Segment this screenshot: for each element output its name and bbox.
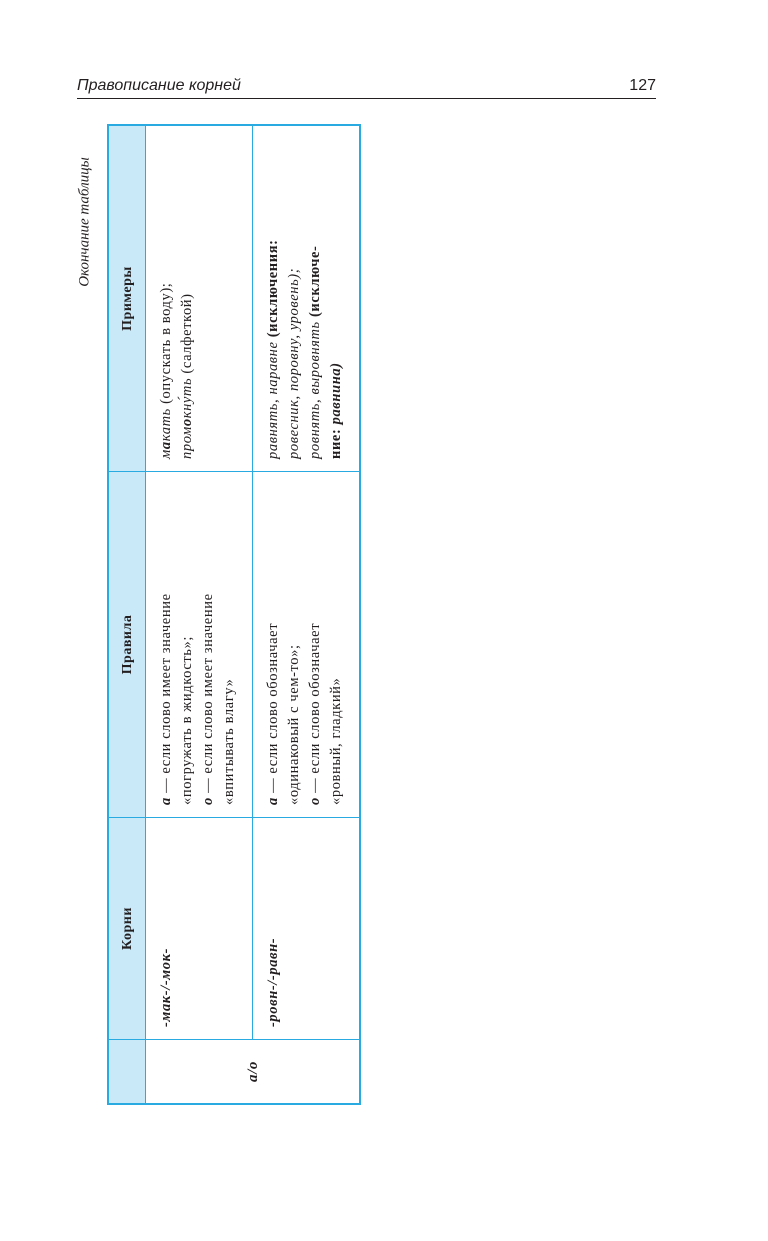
rule-text: — если слово имеет значение xyxy=(200,593,216,798)
root-cell: -мак-/-мок- xyxy=(146,817,253,1039)
rule-cell xyxy=(253,471,360,817)
example-word-vowel: а xyxy=(158,441,174,450)
example-words: равнять, наравне xyxy=(265,341,281,459)
example-word-part: кну́ть xyxy=(179,377,195,419)
example-word-part: кать xyxy=(158,408,174,442)
spelling-table xyxy=(107,124,361,1105)
exception-word: равнина) xyxy=(328,362,344,425)
page-number: 127 xyxy=(629,77,656,94)
running-title: Правописание корней xyxy=(77,77,241,94)
example-note: (опускать в воду); xyxy=(158,282,174,409)
examples-cell xyxy=(253,126,360,471)
root-cell: -ровн-/-равн- xyxy=(253,817,360,1039)
rule-meaning: «ровный, гладкий» xyxy=(328,677,344,805)
rule-meaning: «впитывать влагу» xyxy=(221,678,237,805)
exceptions-label: ние: xyxy=(328,424,344,459)
rule-letter: о xyxy=(200,797,216,805)
header-rules: Правила xyxy=(109,471,146,817)
header-letters xyxy=(109,1039,146,1103)
rule-meaning: «одинаковый с чем-то»; xyxy=(286,644,302,805)
example-note: (салфеткой) xyxy=(179,293,195,378)
exceptions-label: (исключения: xyxy=(265,239,281,342)
rotated-table-wrapper xyxy=(107,124,361,1105)
examples-cell xyxy=(146,126,253,471)
table-caption: Окончание таблицы xyxy=(76,157,93,287)
rule-text: — если слово обозначает xyxy=(307,622,323,798)
example-word-vowel: о xyxy=(179,418,195,427)
rule-text: — если слово имеет значение xyxy=(158,593,174,798)
header-examples: Примеры xyxy=(109,126,146,471)
page-header xyxy=(77,76,656,99)
letters-cell: а/о xyxy=(146,1039,360,1103)
rule-letter: а xyxy=(265,797,281,805)
example-word-part: пром xyxy=(179,426,195,459)
rule-meaning: «погружать в жидкость»; xyxy=(179,636,195,805)
rule-cell xyxy=(146,471,253,817)
rule-text: — если слово обозначает xyxy=(265,622,281,798)
rule-letter: о xyxy=(307,797,323,805)
exceptions-label: (исключе- xyxy=(307,245,323,322)
rule-letter: а xyxy=(158,797,174,805)
example-words: ровнять, выровнять xyxy=(307,321,323,459)
example-words: ровесник, поровну, уровень); xyxy=(286,267,302,459)
example-word-part: м xyxy=(158,449,174,459)
header-roots: Корни xyxy=(109,817,146,1039)
